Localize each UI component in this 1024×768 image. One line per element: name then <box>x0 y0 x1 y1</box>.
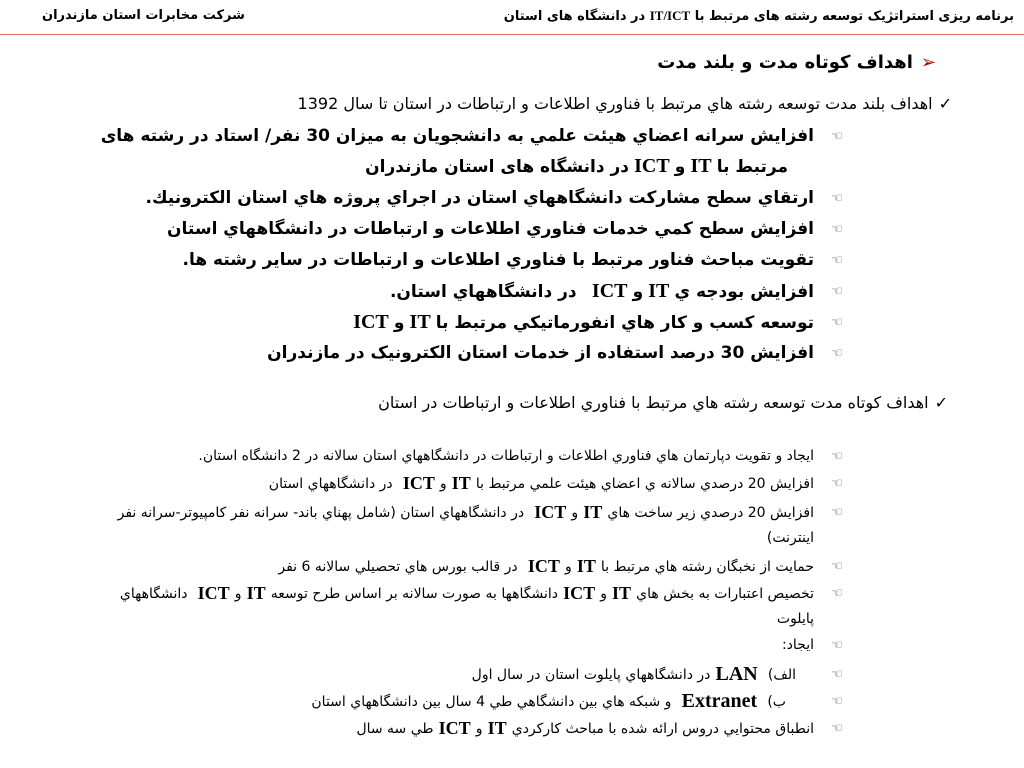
item-text: پايلوت <box>776 611 814 627</box>
hand-bullet-icon: ☜ <box>831 637 843 653</box>
item-text: در دانشگاههاي استان. <box>389 281 577 302</box>
item-text: و شبكه هاي بين دانشگاهي طي 4 سال بين دانشگاههاي استان <box>311 693 672 710</box>
hand-bullet-icon: ☜ <box>831 694 843 709</box>
item-text: در دانشگاههاي استان (شامل پهناي باند- سرانه نفر كامپيوتر-سرانه نفر <box>117 504 525 521</box>
hand-bullet-icon: ☜ <box>831 559 843 574</box>
item-text: و <box>234 585 242 602</box>
ict-term: ICT <box>438 718 471 738</box>
hand-bullet-icon: ☜ <box>831 448 843 464</box>
item-text: و <box>439 475 447 492</box>
item-text: دانشگاههاي <box>119 585 188 602</box>
short-term-item-3-line2 <box>767 530 814 546</box>
arrow-bullet-icon: ➢ <box>920 52 936 73</box>
item-text: در دانشگاه های استان مازندران <box>365 156 630 177</box>
hand-bullet-icon: ☜ <box>831 284 843 299</box>
hand-bullet-icon: ☜ <box>831 721 843 736</box>
ict-term: ICT <box>353 311 389 333</box>
item-text: انطباق محتوايي دروس ارائه شده با مباحث كاركردي <box>511 720 814 737</box>
item-text: مرتبط با <box>716 156 788 177</box>
long-term-heading-row <box>298 94 952 113</box>
item-text: و <box>632 281 644 302</box>
section-title-row <box>657 52 936 73</box>
hand-bullet-icon: ☜ <box>831 476 843 491</box>
long-term-item-1-line2 <box>365 155 788 178</box>
item-text: و <box>600 585 607 602</box>
item-text: افزايش بودجه ي <box>674 281 814 302</box>
it-term: IT <box>583 502 603 522</box>
short-term-item-4 <box>278 556 846 577</box>
item-text: اينترنت) <box>766 530 814 546</box>
ict-term: ICT <box>534 502 567 522</box>
short-term-item-6b <box>311 690 846 713</box>
item-label: ب) <box>767 693 786 710</box>
short-term-item-6-text: ايجاد: <box>781 637 814 653</box>
hand-bullet-icon: ☜ <box>831 221 843 237</box>
hand-bullet-icon: ☜ <box>831 190 843 206</box>
it-term: IT <box>246 583 266 603</box>
long-term-item-3-text: افزايش سطح كمي خدمات فناوري اطلاعات و ارتباطات در دانشگاههاي استان <box>167 219 814 239</box>
long-term-item-7 <box>267 343 846 363</box>
item-text: و <box>571 504 579 521</box>
short-term-item-1-text: ايجاد و تقويت دپارتمان هاي فناوري اطلاعات و ارتباطات در دانشگاههاي استان سالانه در 2 دانشگاه استان. <box>198 448 814 464</box>
section-title: اهداف کوتاه مدت و بلند مدت <box>657 52 913 73</box>
item-text: و <box>393 312 405 333</box>
header-title-suffix: در دانشگاه های استان <box>503 9 646 24</box>
short-term-item-6 <box>782 637 846 653</box>
short-term-item-3 <box>118 502 846 523</box>
item-text: دانشگاهها به صورت سالانه بر اساس طرح توسعه <box>270 585 558 602</box>
hand-bullet-icon: ☜ <box>831 586 843 601</box>
item-text: افزايش 20 درصدي سالانه ي اعضاي هيئت علمي مرتبط با <box>475 475 814 492</box>
item-text: و <box>674 156 686 177</box>
long-term-item-4 <box>182 250 846 270</box>
short-term-item-1 <box>198 448 846 464</box>
slide-header <box>0 0 1024 35</box>
long-term-item-1 <box>101 126 846 146</box>
item-text: حمايت از نخبگان رشته هاي مرتبط با <box>600 558 814 575</box>
item-text: و <box>475 720 483 737</box>
long-term-heading: اهداف بلند مدت توسعه رشته هاي مرتبط با فناوري اطلاعات و ارتباطات در استان تا سال 1392 <box>297 94 933 113</box>
item-text: توسعه كسب و كار هاي انفورماتيكي مرتبط با <box>435 312 814 333</box>
long-term-item-3 <box>167 219 846 239</box>
long-term-item-2 <box>146 188 846 208</box>
short-term-item-5-line2 <box>777 611 814 627</box>
hand-bullet-icon: ☜ <box>831 315 843 330</box>
extranet-term: Extranet <box>681 690 758 712</box>
ict-term: ICT <box>591 280 628 302</box>
item-text: طي سه سال <box>356 720 434 737</box>
it-term: IT <box>690 155 712 177</box>
item-text: تخصيص اعتبارات به بخش هاي <box>636 585 814 602</box>
header-title-text: برنامه ریزی استراتژیک توسعه رشته های مرتبط با <box>694 9 1014 24</box>
short-term-item-5 <box>120 583 846 604</box>
item-label: الف) <box>767 666 796 683</box>
item-text: در دانشگاههاي پايلوت استان در سال اول <box>471 666 711 683</box>
it-term: IT <box>648 280 670 302</box>
header-company: شرکت مخابرات استان مازندران <box>42 8 245 23</box>
header-title-latin: IT/ICT <box>649 8 691 23</box>
ict-term: ICT <box>197 583 230 603</box>
ict-term: ICT <box>563 583 596 603</box>
long-term-item-6 <box>353 311 846 334</box>
long-term-item-4-text: تقويت مباحث فناور مرتبط با فناوري اطلاعات و ارتباطات در ساير رشته ها. <box>182 250 814 270</box>
item-text: در قالب بورس هاي تحصيلي سالانه 6 نفر <box>278 558 518 575</box>
it-term: IT <box>451 473 471 493</box>
short-term-item-7 <box>356 718 846 739</box>
it-term: IT <box>409 311 431 333</box>
long-term-item-5 <box>390 280 846 303</box>
long-term-item-7-text: افزايش 30 درصد استفاده از خدمات استان الكترونيک در مازندران <box>267 343 814 363</box>
item-text: و <box>564 558 572 575</box>
hand-bullet-icon: ☜ <box>831 345 843 361</box>
short-term-item-6a <box>472 663 846 686</box>
it-term: IT <box>576 556 596 576</box>
lan-term: LAN <box>715 663 758 685</box>
short-term-heading: اهداف كوتاه مدت توسعه رشته هاي مرتبط با فناوري اطلاعات و ارتباطات در استان <box>378 393 929 412</box>
hand-bullet-icon: ☜ <box>831 505 843 520</box>
hand-bullet-icon: ☜ <box>831 252 843 268</box>
short-term-item-2 <box>269 473 846 494</box>
it-term: IT <box>487 718 507 738</box>
ict-term: ICT <box>634 155 670 177</box>
hand-bullet-icon: ☜ <box>831 128 843 144</box>
long-term-item-2-text: ارتقاي سطح مشاركت دانشگاههاي استان در اجراي پروژه هاي استان الكترونيك. <box>145 188 814 208</box>
long-term-item-1-text: افزايش سرانه اعضاي هيئت علمي به دانشجويان به ميزان 30 نفر/ استاد در رشته های <box>100 126 814 146</box>
header-title <box>504 8 1014 24</box>
check-icon: ✓ <box>934 393 948 412</box>
hand-bullet-icon: ☜ <box>831 667 843 682</box>
it-term: IT <box>612 583 632 603</box>
item-text: در دانشگاههاي استان <box>268 475 393 492</box>
ict-term: ICT <box>527 556 560 576</box>
check-icon: ✓ <box>938 94 952 113</box>
ict-term: ICT <box>402 473 435 493</box>
item-text: افزايش 20 درصدي زير ساخت هاي <box>607 504 814 521</box>
short-term-heading-row <box>378 393 948 412</box>
